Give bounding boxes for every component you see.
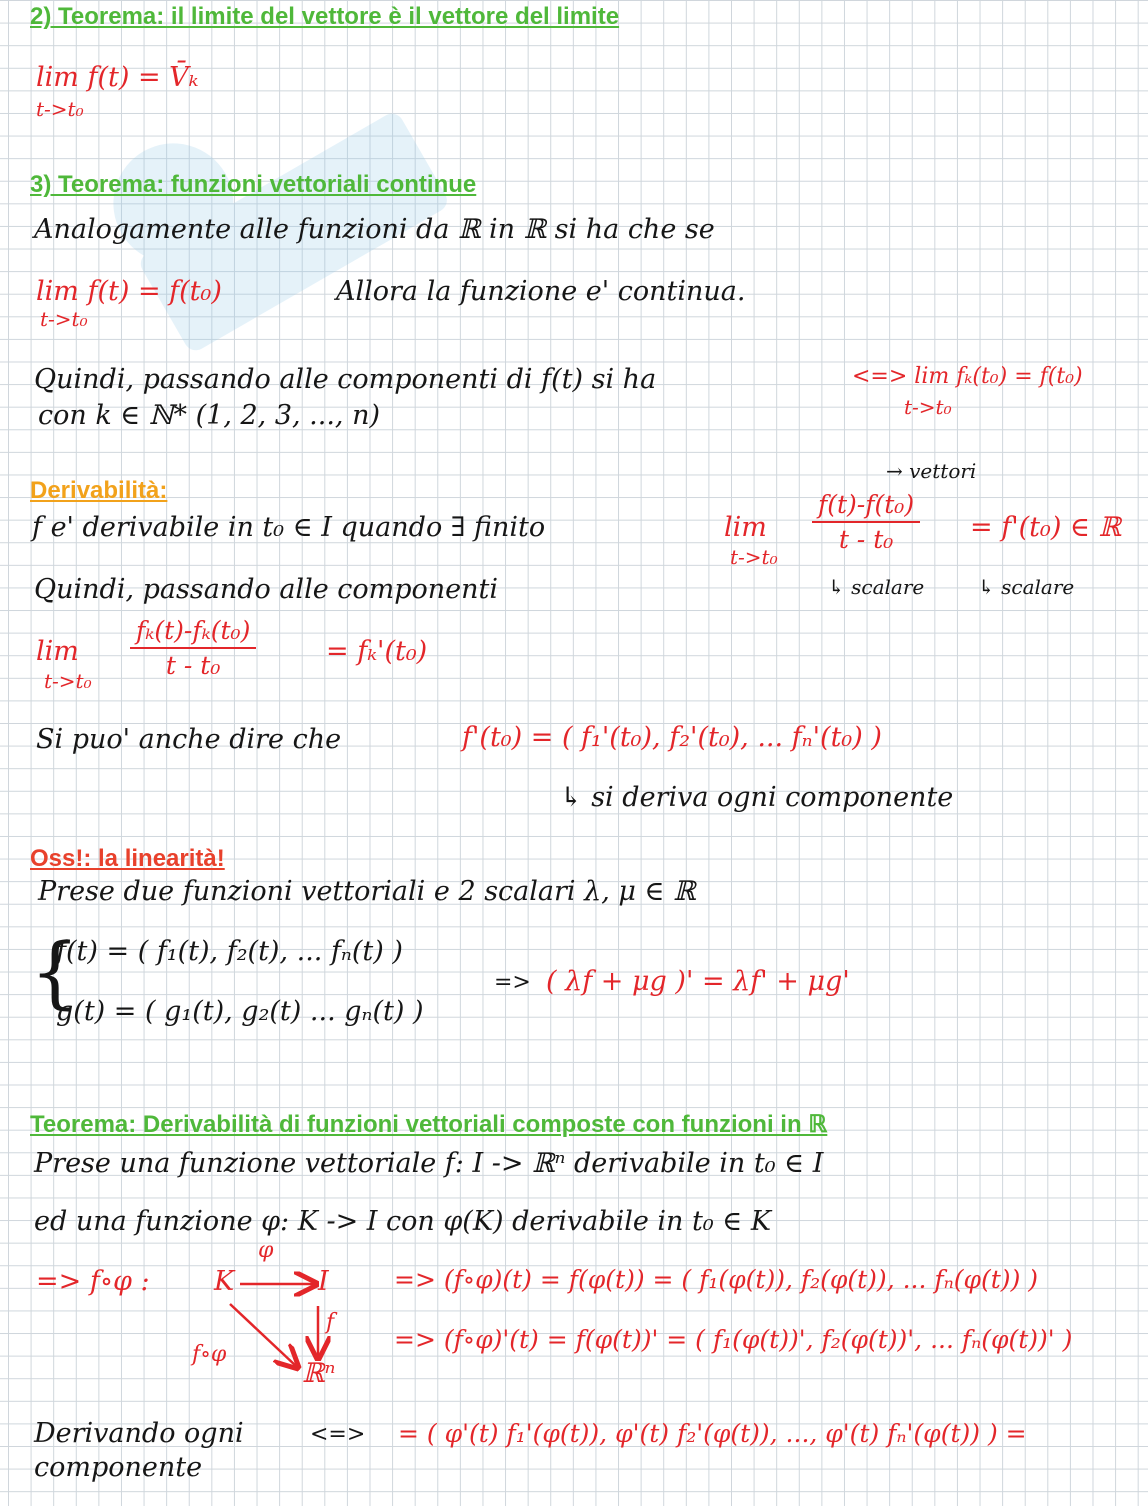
composition-equation-1: => (f∘φ)(t) = f(φ(t)) = ( f₁(φ(t)), f₂(φ(t)), ... fₙ(φ(t)) ): [394, 1265, 1039, 1294]
continuous-line-1: Analogamente alle funzioni da ℝ in ℝ si ha che se: [34, 214, 715, 245]
continuous-equivalence-subscript: t->t₀: [904, 395, 952, 419]
derivability-comp-denominator: t - t₀: [165, 651, 221, 680]
derivability-annot-scalar-2: ↳ scalare: [978, 575, 1075, 599]
derivability-result: = f'(t₀) ∈ ℝ: [970, 512, 1121, 543]
linearity-g-definition: g(t) = ( g₁(t), g₂(t) ... gₙ(t) ): [56, 996, 424, 1027]
composition-deriv-equiv: <=>: [310, 1422, 366, 1447]
continuous-formula-subscript: t->t₀: [40, 307, 88, 331]
derivability-line-2: Quindi, passando alle componenti: [34, 574, 499, 605]
composition-deriv-label-2: componente: [34, 1452, 203, 1483]
linearity-result: ( λf + μg )' = λf' + μg': [546, 966, 850, 997]
derivability-fraction-denominator: t - t₀: [838, 525, 894, 554]
derivability-comp-lim: lim: [36, 636, 79, 667]
linearity-line-1: Prese due funzioni vettoriali e 2 scalari λ, μ ∈ ℝ: [38, 876, 696, 907]
derivability-line-1: f e' derivabile in t₀ ∈ I quando ∃ finito: [32, 512, 546, 543]
diagram-phi: φ: [258, 1238, 274, 1263]
composition-arrow-start: => f∘φ :: [36, 1266, 150, 1297]
derivability-annot-vectors: → vettori: [886, 459, 977, 483]
diagram-arrow-fphi: [230, 1304, 296, 1366]
section-title-continuous: 3) Teorema: funzioni vettoriali continue: [30, 171, 477, 198]
section-title-linearity: Oss!: la linearità!: [30, 845, 225, 872]
derivability-comp-result: = fₖ'(t₀): [326, 636, 428, 667]
limit-vector-formula: lim f(t) = V̄ₖ: [36, 62, 199, 93]
derivability-comp-lim-subscript: t->t₀: [44, 669, 92, 693]
linearity-f-definition: f(t) = ( f₁(t), f₂(t), ... fₙ(t) ): [56, 936, 403, 967]
derivability-comp-numerator: fₖ(t)-fₖ(t₀): [130, 616, 256, 649]
composition-line-2: ed una funzione φ: K -> I con φ(K) derivabile in t₀ ∈ K: [34, 1206, 772, 1237]
derivability-fraction-numerator: f(t)-f(t₀): [812, 490, 920, 523]
composition-line-1: Prese una funzione vettoriale f: I -> ℝⁿ derivabile in t₀ ∈ I: [34, 1148, 824, 1179]
derivability-lim-subscript: t->t₀: [730, 545, 778, 569]
derivability-lim: lim: [724, 512, 767, 543]
continuous-line-4: con k ∈ ℕ* (1, 2, 3, ..., n): [38, 400, 381, 431]
linearity-implies: =>: [494, 970, 531, 995]
composition-equation-2: => (f∘φ)'(t) = f(φ(t))' = ( f₁(φ(t))', f₂(φ(t))', ... fₙ(φ(t))' ): [394, 1325, 1073, 1354]
section-title-derivability: Derivabilità:: [30, 477, 168, 504]
derivability-annot-scalar-1: ↳ scalare: [828, 575, 925, 599]
diagram-fphi: f∘φ: [192, 1342, 227, 1367]
derivability-line-3: Si puo' anche dire che: [36, 724, 342, 755]
continuous-equivalence: <=> lim fₖ(t₀) = f(t₀): [852, 364, 1083, 389]
continuous-formula: lim f(t) = f(t₀): [36, 276, 222, 307]
continuous-after-formula: Allora la funzione e' continua.: [336, 276, 746, 307]
diagram-I: I: [318, 1266, 329, 1297]
composition-deriv-label: Derivando ogni: [34, 1418, 244, 1449]
derivability-line-4: ↳ si deriva ogni componente: [560, 782, 954, 813]
continuous-line-3: Quindi, passando alle componenti di f(t) si ha: [34, 364, 657, 395]
diagram-Rn: ℝⁿ: [302, 1358, 336, 1389]
diagram-f: f: [326, 1310, 335, 1335]
derivability-line-3-formula: f'(t₀) = ( f₁'(t₀), f₂'(t₀), ... fₙ'(t₀) ): [462, 722, 882, 753]
section-title-composition: Teorema: Derivabilità di funzioni vettoriali composte con funzioni in ℝ: [30, 1111, 828, 1138]
diagram-K: K: [214, 1266, 235, 1297]
limit-vector-subscript: t->t₀: [36, 97, 84, 121]
section-title-limit-vector: 2) Teorema: il limite del vettore è il vettore del limite: [30, 3, 620, 30]
composition-deriv-formula: = ( φ'(t) f₁'(φ(t)), φ'(t) f₂'(φ(t)), ..., φ'(t) fₙ'(φ(t)) ) =: [398, 1419, 1027, 1448]
linearity-brace: {: [30, 928, 80, 1018]
